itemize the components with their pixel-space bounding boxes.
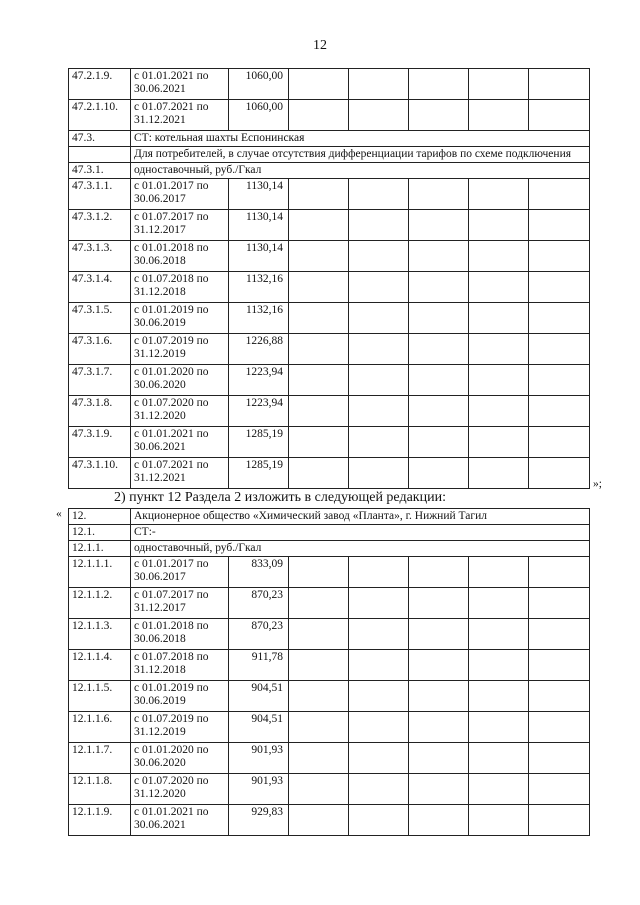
empty-cell bbox=[289, 334, 349, 365]
row-period: с 01.01.2021 по 30.06.2021 bbox=[131, 805, 229, 836]
empty-cell bbox=[469, 210, 529, 241]
amendment-paragraph: 2) пункт 12 Раздела 2 изложить в следующей редакции: bbox=[114, 490, 446, 505]
row-value: 911,78 bbox=[229, 650, 289, 681]
page-number: 12 bbox=[313, 38, 327, 53]
row-period: с 01.01.2017 по 30.06.2017 bbox=[131, 557, 229, 588]
empty-cell bbox=[289, 712, 349, 743]
table-row bbox=[69, 619, 590, 650]
row-value: 1223,94 bbox=[229, 396, 289, 427]
empty-cell bbox=[469, 774, 529, 805]
row-value: 901,93 bbox=[229, 774, 289, 805]
empty-cell bbox=[469, 712, 529, 743]
row-code: 12.1.1.2. bbox=[69, 588, 131, 619]
empty-cell bbox=[529, 179, 590, 210]
empty-cell bbox=[349, 588, 409, 619]
row-code: 12.1.1.3. bbox=[69, 619, 131, 650]
empty-cell bbox=[289, 619, 349, 650]
empty-cell bbox=[349, 805, 409, 836]
empty-cell bbox=[469, 334, 529, 365]
empty-cell bbox=[529, 619, 590, 650]
row-value: 1226,88 bbox=[229, 334, 289, 365]
empty-cell bbox=[529, 69, 590, 100]
section-code: 47.3. bbox=[69, 131, 131, 147]
row-period: с 01.07.2020 по 31.12.2020 bbox=[131, 396, 229, 427]
empty-cell bbox=[409, 303, 469, 334]
empty-cell bbox=[469, 743, 529, 774]
table-row bbox=[69, 303, 590, 334]
row-code: 12.1.1.6. bbox=[69, 712, 131, 743]
empty-cell bbox=[469, 241, 529, 272]
tariff-table-section-47 bbox=[68, 68, 590, 489]
empty-cell bbox=[529, 588, 590, 619]
table-row bbox=[69, 650, 590, 681]
empty-cell bbox=[469, 588, 529, 619]
empty-cell bbox=[409, 619, 469, 650]
row-value: 929,83 bbox=[229, 805, 289, 836]
row-code: 47.3.1.10. bbox=[69, 458, 131, 489]
empty-cell bbox=[529, 100, 590, 131]
row-value: 870,23 bbox=[229, 619, 289, 650]
empty-cell bbox=[409, 805, 469, 836]
table-row bbox=[69, 179, 590, 210]
empty-cell bbox=[469, 427, 529, 458]
section-title: Акционерное общество «Химический завод «Планта», г. Нижний Тагил bbox=[131, 509, 590, 525]
empty-cell bbox=[289, 650, 349, 681]
empty-cell bbox=[289, 179, 349, 210]
empty-cell bbox=[469, 805, 529, 836]
empty-cell bbox=[409, 650, 469, 681]
empty-cell bbox=[349, 743, 409, 774]
empty-cell bbox=[289, 427, 349, 458]
empty-cell bbox=[349, 557, 409, 588]
empty-cell bbox=[529, 303, 590, 334]
empty-cell bbox=[289, 743, 349, 774]
row-period: с 01.07.2021 по 31.12.2021 bbox=[131, 458, 229, 489]
table-row bbox=[69, 272, 590, 303]
row-code: 47.3.1.2. bbox=[69, 210, 131, 241]
table-row bbox=[69, 458, 590, 489]
empty-cell bbox=[289, 458, 349, 489]
row-code: 47.2.1.10. bbox=[69, 100, 131, 131]
row-period: с 01.07.2020 по 31.12.2020 bbox=[131, 774, 229, 805]
empty-cell bbox=[469, 303, 529, 334]
empty-cell bbox=[469, 100, 529, 131]
empty-cell bbox=[409, 100, 469, 131]
table-row bbox=[69, 241, 590, 272]
row-code: 12.1.1.5. bbox=[69, 681, 131, 712]
empty-cell bbox=[409, 241, 469, 272]
table-row bbox=[69, 69, 590, 100]
empty-cell bbox=[469, 69, 529, 100]
row-period: с 01.07.2018 по 31.12.2018 bbox=[131, 650, 229, 681]
empty-cell bbox=[409, 681, 469, 712]
empty-cell bbox=[469, 365, 529, 396]
empty-cell bbox=[409, 557, 469, 588]
table-row bbox=[69, 774, 590, 805]
row-code: 47.3.1.4. bbox=[69, 272, 131, 303]
empty-cell bbox=[409, 427, 469, 458]
table-row bbox=[69, 210, 590, 241]
table-row bbox=[69, 396, 590, 427]
row-code: 47.3.1.1. bbox=[69, 179, 131, 210]
row-period: с 01.01.2018 по 30.06.2018 bbox=[131, 619, 229, 650]
row-value: 1132,16 bbox=[229, 303, 289, 334]
row-value: 901,93 bbox=[229, 743, 289, 774]
empty-cell bbox=[289, 557, 349, 588]
empty-cell bbox=[289, 272, 349, 303]
table-row bbox=[69, 100, 590, 131]
row-period: с 01.01.2020 по 30.06.2020 bbox=[131, 365, 229, 396]
row-period: с 01.07.2017 по 31.12.2017 bbox=[131, 588, 229, 619]
row-value: 1285,19 bbox=[229, 427, 289, 458]
row-code: 12.1.1.1. bbox=[69, 557, 131, 588]
empty-cell bbox=[529, 458, 590, 489]
empty-cell bbox=[349, 69, 409, 100]
empty-cell bbox=[349, 619, 409, 650]
row-code: 12.1.1.8. bbox=[69, 774, 131, 805]
empty-cell bbox=[529, 774, 590, 805]
row-value: 904,51 bbox=[229, 712, 289, 743]
row-code: 47.3.1.7. bbox=[69, 365, 131, 396]
table-row bbox=[69, 588, 590, 619]
empty-cell bbox=[529, 650, 590, 681]
row-value: 1285,19 bbox=[229, 458, 289, 489]
empty-cell bbox=[349, 427, 409, 458]
table-row bbox=[69, 557, 590, 588]
empty-cell bbox=[529, 396, 590, 427]
section-title: СТ: котельная шахты Еспонинская bbox=[131, 131, 590, 147]
empty-cell bbox=[469, 396, 529, 427]
empty-cell bbox=[529, 210, 590, 241]
empty-cell bbox=[349, 458, 409, 489]
empty-cell bbox=[289, 588, 349, 619]
row-code: 12.1.1.7. bbox=[69, 743, 131, 774]
empty-cell bbox=[349, 179, 409, 210]
empty-cell bbox=[469, 619, 529, 650]
empty-cell bbox=[349, 303, 409, 334]
empty-cell bbox=[289, 365, 349, 396]
empty-cell bbox=[469, 557, 529, 588]
empty-cell bbox=[469, 179, 529, 210]
empty-cell bbox=[529, 241, 590, 272]
row-value: 1130,14 bbox=[229, 179, 289, 210]
empty-cell bbox=[409, 588, 469, 619]
empty-cell bbox=[409, 396, 469, 427]
st-code: 12.1. bbox=[69, 525, 131, 541]
empty-cell bbox=[349, 210, 409, 241]
empty-cell bbox=[469, 458, 529, 489]
section-note: Для потребителей, в случае отсутствия дифференциации тарифов по схеме подключения bbox=[131, 147, 590, 163]
empty-cell bbox=[289, 774, 349, 805]
empty-cell bbox=[529, 272, 590, 303]
empty-cell bbox=[349, 241, 409, 272]
empty-cell bbox=[69, 147, 131, 163]
empty-cell bbox=[529, 681, 590, 712]
row-value: 1223,94 bbox=[229, 365, 289, 396]
table-row bbox=[69, 805, 590, 836]
row-code: 47.2.1.9. bbox=[69, 69, 131, 100]
empty-cell bbox=[409, 743, 469, 774]
empty-cell bbox=[349, 650, 409, 681]
row-code: 47.3.1.8. bbox=[69, 396, 131, 427]
empty-cell bbox=[289, 681, 349, 712]
empty-cell bbox=[529, 427, 590, 458]
row-period: с 01.07.2018 по 31.12.2018 bbox=[131, 272, 229, 303]
empty-cell bbox=[529, 712, 590, 743]
row-code: 47.3.1.5. bbox=[69, 303, 131, 334]
empty-cell bbox=[349, 100, 409, 131]
closing-quote: »; bbox=[593, 478, 602, 490]
row-value: 904,51 bbox=[229, 681, 289, 712]
empty-cell bbox=[289, 303, 349, 334]
empty-cell bbox=[409, 365, 469, 396]
table-row bbox=[69, 365, 590, 396]
empty-cell bbox=[289, 805, 349, 836]
subsection-title: одноставочный, руб./Гкал bbox=[131, 541, 590, 557]
section-code: 12. bbox=[69, 509, 131, 525]
row-code: 47.3.1.3. bbox=[69, 241, 131, 272]
row-period: с 01.01.2018 по 30.06.2018 bbox=[131, 241, 229, 272]
empty-cell bbox=[289, 100, 349, 131]
empty-cell bbox=[469, 650, 529, 681]
empty-cell bbox=[529, 557, 590, 588]
empty-cell bbox=[289, 396, 349, 427]
empty-cell bbox=[349, 712, 409, 743]
empty-cell bbox=[529, 743, 590, 774]
subsection-title: одноставочный, руб./Гкал bbox=[131, 163, 590, 179]
empty-cell bbox=[409, 774, 469, 805]
empty-cell bbox=[529, 365, 590, 396]
row-period: с 01.01.2017 по 30.06.2017 bbox=[131, 179, 229, 210]
empty-cell bbox=[409, 179, 469, 210]
empty-cell bbox=[289, 241, 349, 272]
row-value: 1130,14 bbox=[229, 210, 289, 241]
row-period: с 01.07.2019 по 31.12.2019 bbox=[131, 334, 229, 365]
table-row bbox=[69, 427, 590, 458]
row-code: 12.1.1.9. bbox=[69, 805, 131, 836]
st-title: СТ:- bbox=[131, 525, 590, 541]
empty-cell bbox=[409, 712, 469, 743]
empty-cell bbox=[469, 272, 529, 303]
row-period: с 01.01.2021 по 30.06.2021 bbox=[131, 69, 229, 100]
empty-cell bbox=[349, 396, 409, 427]
row-code: 12.1.1.4. bbox=[69, 650, 131, 681]
empty-cell bbox=[469, 681, 529, 712]
table-row bbox=[69, 334, 590, 365]
tariff-table-section-12 bbox=[68, 508, 590, 836]
empty-cell bbox=[409, 458, 469, 489]
row-value: 1130,14 bbox=[229, 241, 289, 272]
row-period: с 01.01.2019 по 30.06.2019 bbox=[131, 303, 229, 334]
empty-cell bbox=[349, 774, 409, 805]
row-period: с 01.07.2019 по 31.12.2019 bbox=[131, 712, 229, 743]
row-period: с 01.01.2021 по 30.06.2021 bbox=[131, 427, 229, 458]
row-value: 1060,00 bbox=[229, 100, 289, 131]
row-period: с 01.01.2019 по 30.06.2019 bbox=[131, 681, 229, 712]
table-row bbox=[69, 681, 590, 712]
table-row bbox=[69, 743, 590, 774]
empty-cell bbox=[349, 334, 409, 365]
empty-cell bbox=[409, 69, 469, 100]
subsection-code: 12.1.1. bbox=[69, 541, 131, 557]
empty-cell bbox=[409, 334, 469, 365]
table-row bbox=[69, 712, 590, 743]
empty-cell bbox=[409, 210, 469, 241]
empty-cell bbox=[409, 272, 469, 303]
row-period: с 01.01.2020 по 30.06.2020 bbox=[131, 743, 229, 774]
row-code: 47.3.1.9. bbox=[69, 427, 131, 458]
subsection-code: 47.3.1. bbox=[69, 163, 131, 179]
empty-cell bbox=[529, 805, 590, 836]
row-value: 1060,00 bbox=[229, 69, 289, 100]
empty-cell bbox=[349, 365, 409, 396]
row-value: 870,23 bbox=[229, 588, 289, 619]
row-value: 833,09 bbox=[229, 557, 289, 588]
row-period: с 01.07.2021 по 31.12.2021 bbox=[131, 100, 229, 131]
row-period: с 01.07.2017 по 31.12.2017 bbox=[131, 210, 229, 241]
empty-cell bbox=[289, 210, 349, 241]
empty-cell bbox=[349, 272, 409, 303]
opening-quote: « bbox=[56, 508, 62, 520]
row-code: 47.3.1.6. bbox=[69, 334, 131, 365]
empty-cell bbox=[289, 69, 349, 100]
empty-cell bbox=[529, 334, 590, 365]
empty-cell bbox=[349, 681, 409, 712]
row-value: 1132,16 bbox=[229, 272, 289, 303]
